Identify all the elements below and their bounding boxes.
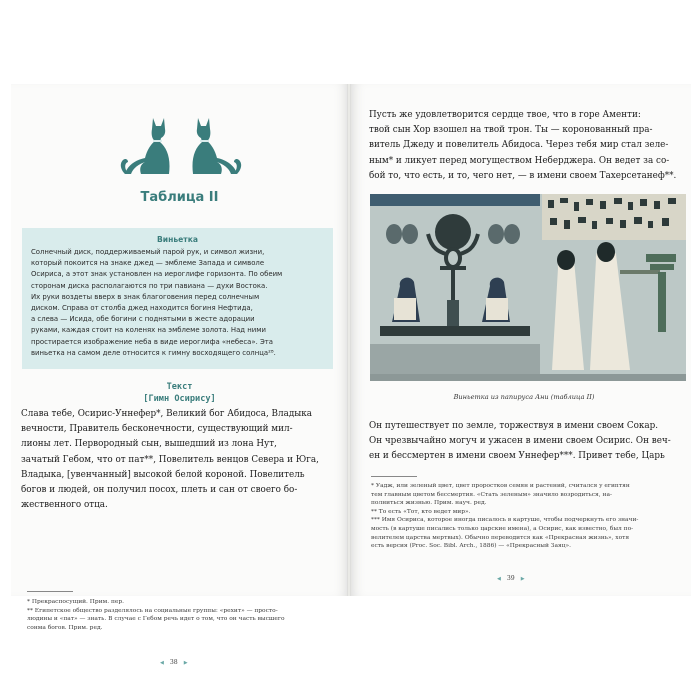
left-body-text: Слава тебе, Осирис-Уннефер*, Великий бог Абидоса, Владыка вечности, Правитель бесконечности, существующий мил- лионы лет. Первородный сын, вышедший из лона Нут, зачатый Гебом, что от пат**, Повелитель венцов Севера и Юга, Владыка, [увенчанный] высокой белой короной. Повелитель богов и людей, он получил посох, плеть и сан от своего бо- жественного отца. — [21, 409, 319, 511]
hymn-heading: [Гимн Осирису] — [143, 394, 216, 404]
papyrus-of-ani-vignette-icon — [370, 194, 686, 381]
right-footnotes: * Уадж, или зеленый цвет, цвет проростков семян и растений, считался у египтян тем главным цветом бессмертия. «Стать зеленым» значило возродиться, на- полниться жизнью. Прим. науч. ред. ** То есть «Тот, кто ведет мир». *** Имя Осириса, которое иногда писалось в картуше, чтобы подчеркнуть его значи- мость (в картуше писались только царские имена), а Осирис, как известно, был по- велителем царства мертвых). Обычно переводится как «Прекрасная жизнь», хотя есть версия (Proc. Soc. Bibl. Arch., 1886) — «Прекрасный Заяц». — [371, 483, 639, 550]
papyrus-illustration — [370, 194, 686, 381]
right-page — [351, 84, 691, 596]
right-body-text-bottom: Он путешествует по земле, торжествуя в имени своем Сокар. Он чрезвычайно могуч и ужасен в имени своем Осирис. Он веч- ен и бессмертен в имени своем Уннефер***. Привет тебе, Царь — [369, 421, 671, 462]
arrow-left-icon: ◀ — [160, 660, 164, 666]
right-page-number-value: 39 — [506, 575, 515, 582]
arrow-left-icon: ◀ — [497, 576, 501, 582]
table-title: Таблица II — [140, 190, 219, 205]
right-page-number — [491, 575, 531, 582]
vignette-box — [22, 228, 333, 369]
footnote-rule — [371, 476, 417, 477]
text-heading: Текст — [166, 382, 193, 392]
left-page — [11, 84, 348, 666]
footnote-rule — [27, 591, 73, 592]
illustration-caption: Виньетка из папируса Ани (таблица II) — [453, 393, 595, 401]
left-footnotes: * Прекраспосущий. Прим. пер. ** Египетское общество разделялось на социальные группы: «рехит» — просто- людины и «пат» — знать. В случае с Гебом речь идет о том, что он часть высшего сонма богов. Прим. ред. — [27, 599, 285, 631]
two-egyptian-cats-icon — [111, 112, 251, 176]
right-body-text-top: Пусть же удовлетворится сердце твое, что в горе Аменти: твой сын Хор взошел на твой трон. Ты — коронованный пра- витель Джеду и повелитель Абидоса. Через тебя мир стал зеле- ным* и ликует перед могуществом Неберджера. Он ведет за со- бой то, что есть, и то, чего нет, — в имени своем Тахерсетанеф**. — [369, 110, 677, 181]
arrow-right-icon: ▶ — [183, 660, 188, 666]
arrow-right-icon: ▶ — [520, 576, 525, 582]
left-page-number — [154, 659, 194, 666]
vignette-title: Виньетка — [157, 235, 198, 244]
left-page-number-value: 38 — [169, 659, 178, 666]
vignette-text: Солнечный диск, поддерживаемый парой рук, и символ жизни, который покоится на знаке джед — эмблеме Запада и символе Осириса, а этот знак установлен на иероглифе горизонта. По обеим сторонам диска располагаются по три павиана — духи Востока. Их руки воздеты вверх в знак благоговения перед солнечным диском. Справа от столба джед находится богиня Нефтида, а слева — Исида, обе богини с поднятыми в жесте адорации руками, каждая стоит на коленях на эмблеме золота. Над ними простирается изображение неба в виде иероглифа «небеса». Эта виньетка на самом деле относится к гимну восходящего солнца²⁸. — [31, 248, 283, 357]
